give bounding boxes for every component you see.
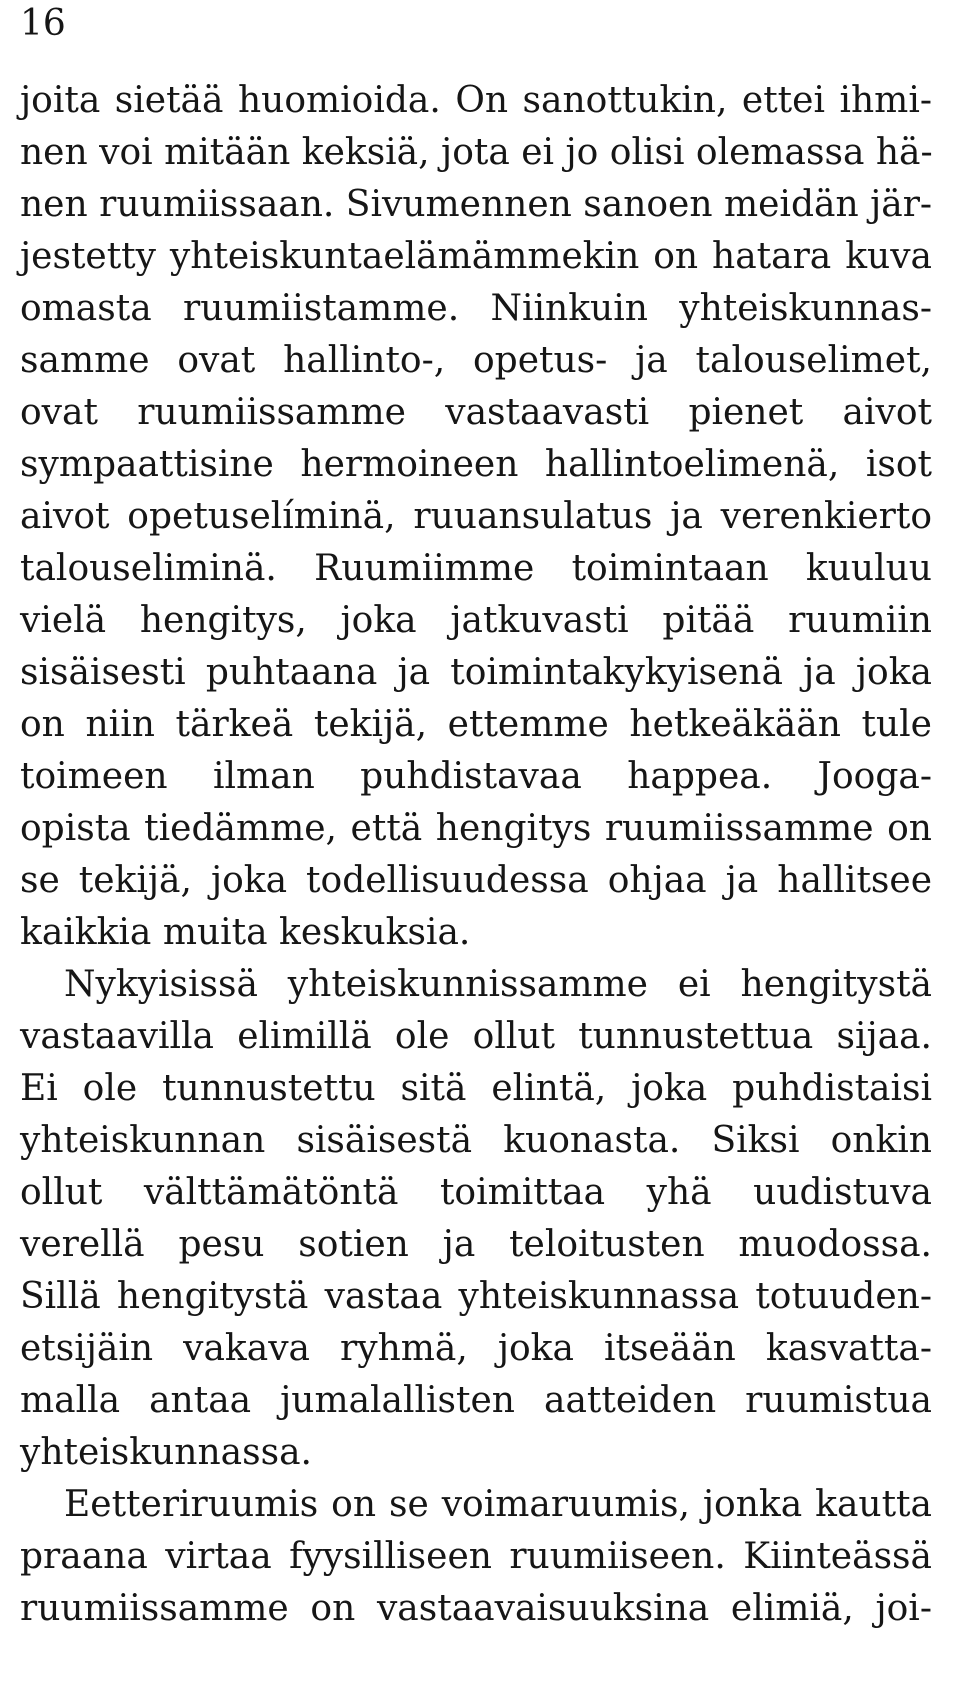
text-line: kaikkia muita keskuksia. <box>20 912 471 953</box>
text-line: yhteiskunnan sisäisestä kuonasta. Siksi onkin <box>20 1120 932 1161</box>
text-line: praana virtaa fyysilliseen ruumiiseen. Kiinteässä <box>20 1536 932 1577</box>
text-line: verellä pesu sotien ja teloitusten muodossa. <box>20 1224 932 1265</box>
paragraph-2 <box>20 959 932 1479</box>
text-line: aivot opetuselíminä, ruuansulatus ja verenkierto <box>20 496 932 537</box>
text-line: Eetteriruumis on se voimaruumis, jonka kautta <box>64 1484 932 1525</box>
text-line: omasta ruumiistamme. Niinkuin yhteiskunnas- <box>20 288 932 329</box>
text-line: Sillä hengitystä vastaa yhteiskunnassa totuuden- <box>20 1276 932 1317</box>
text-line: nen voi mitään keksiä, jota ei jo olisi olemassa hä- <box>20 132 933 173</box>
text-line: sympaattisine hermoineen hallintoelimenä, isot <box>20 444 932 485</box>
text-line: se tekijä, joka todellisuudessa ohjaa ja hallitsee <box>20 860 932 901</box>
text-line: ovat ruumiissamme vastaavasti pienet aivot <box>20 392 932 433</box>
text-line: samme ovat hallinto-, opetus- ja talouselimet, <box>20 340 932 381</box>
text-line: opista tiedämme, että hengitys ruumiissamme on <box>20 808 932 849</box>
text-line: vastaavilla elimillä ole ollut tunnustettua sijaa. <box>20 1016 932 1057</box>
text-line: jestetty yhteiskuntaelämämmekin on hatara kuva <box>20 236 932 277</box>
text-line: toimeen ilman puhdistavaa happea. Jooga- <box>20 756 932 797</box>
text-line: talouseliminä. Ruumiimme toimintaan kuuluu <box>20 548 932 589</box>
text-line: ollut välttämätöntä toimittaa yhä uudistuva <box>20 1172 932 1213</box>
text-line: etsijäin vakava ryhmä, joka itseään kasvatta- <box>20 1328 932 1369</box>
text-line: on niin tärkeä tekijä, ettemme hetkeäkään tule <box>20 704 932 745</box>
text-line: Nykyisissä yhteiskunnissamme ei hengitystä <box>64 964 932 1005</box>
paragraph-1 <box>20 75 932 959</box>
text-line: joita sietää huomioida. On sanottukin, ettei ihmi- <box>20 80 932 121</box>
text-line: malla antaa jumalallisten aatteiden ruumistua <box>20 1380 932 1421</box>
text-line: ruumiissamme on vastaavaisuuksina elimiä, joi- <box>20 1588 932 1629</box>
page-number: 16 <box>20 3 66 44</box>
paragraph-3 <box>20 1479 932 1635</box>
body-text <box>20 75 932 1635</box>
text-line: Ei ole tunnustettu sitä elintä, joka puhdistaisi <box>20 1068 932 1109</box>
text-line: yhteiskunnassa. <box>20 1432 312 1473</box>
text-line: nen ruumiissaan. Sivumennen sanoen meidän jär- <box>20 184 933 225</box>
text-line: vielä hengitys, joka jatkuvasti pitää ruumiin <box>20 600 932 641</box>
text-line: sisäisesti puhtaana ja toimintakykyisenä ja joka <box>20 652 932 693</box>
